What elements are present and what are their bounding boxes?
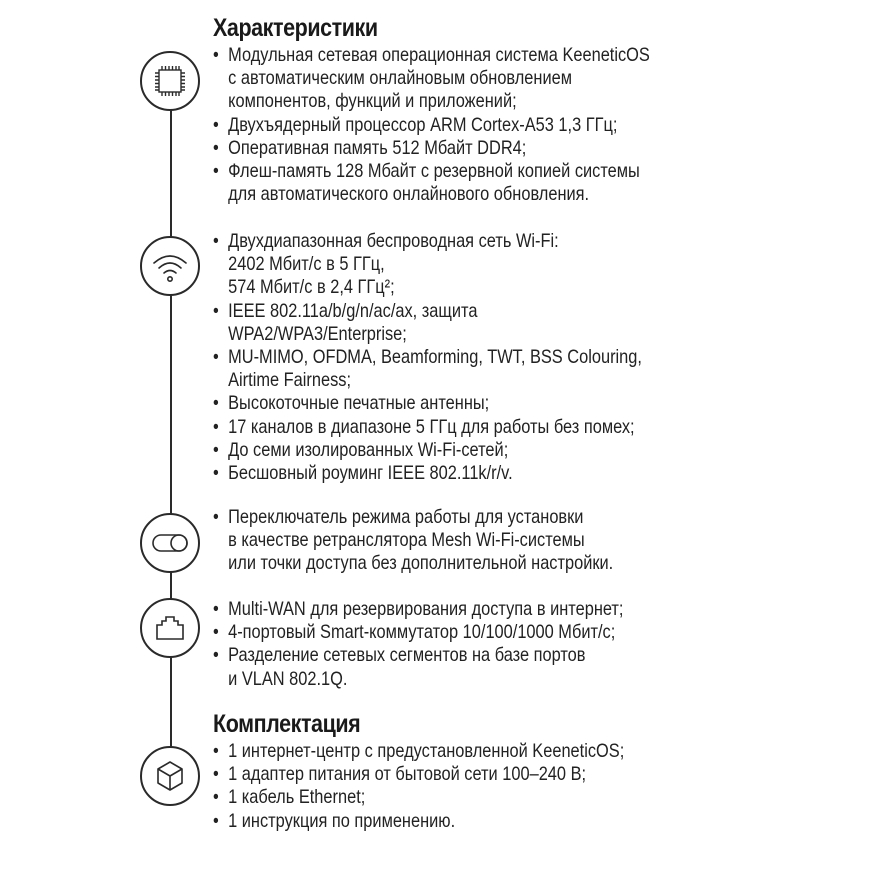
list-item (213, 44, 650, 114)
bullet: • (213, 160, 219, 183)
list-item (213, 230, 642, 300)
bullet: • (213, 462, 219, 485)
item-text: 2402 Мбит/с в 5 ГГц, (228, 253, 385, 276)
item-text: Высокоточные печатные антенны; (228, 392, 490, 415)
list-item (213, 740, 624, 763)
item-text: 4-портовый Smart-коммутатор 10/100/1000 Мбит/с; (228, 621, 616, 644)
list-item (213, 621, 623, 644)
item-text: или точки доступа без дополнительной настройки. (228, 552, 614, 575)
item-text: Оперативная память 512 Мбайт DDR4; (228, 136, 527, 159)
item-text: Бесшовный роуминг IEEE 802.11k/r/v. (228, 462, 513, 485)
item-text: 1 инструкция по применению. (228, 809, 456, 832)
item-text: Двухдиапазонная беспроводная сеть Wi-Fi: (228, 230, 559, 252)
bullet: • (213, 809, 219, 832)
item-text: До семи изолированных Wi-Fi-сетей; (228, 438, 509, 461)
chip-icon (140, 51, 200, 111)
section-title-package: Комплектация (213, 710, 361, 738)
list-item (213, 114, 650, 137)
item-text: Модульная сетевая операционная система KeeneticOS (228, 44, 650, 66)
bullet: • (213, 763, 219, 786)
bullet: • (213, 506, 219, 528)
bullet: • (213, 230, 219, 252)
item-text: Флеш-память 128 Мбайт с резервной копией системы (228, 160, 640, 183)
list-item (213, 439, 642, 462)
list-item (213, 462, 642, 485)
item-text: Двухъядерный процессор ARM Cortex-A53 1,3 ГГц; (228, 113, 618, 136)
item-text: MU-MIMO, OFDMA, Beamforming, TWT, BSS Colouring, (228, 346, 642, 369)
bullet: • (213, 113, 219, 136)
bullet: • (213, 644, 219, 667)
list-item (213, 506, 613, 576)
bullet: • (213, 415, 219, 438)
item-text: Multi-WAN для резервирования доступа в интернет; (228, 598, 624, 620)
bullet: • (213, 44, 219, 66)
ethernet-port-icon (140, 598, 200, 658)
list-item (213, 416, 642, 439)
specs-group-wifi (213, 230, 642, 485)
package-contents (213, 740, 624, 833)
bullet: • (213, 136, 219, 159)
section-title-specs: Характеристики (213, 14, 378, 42)
list-item (213, 137, 650, 160)
bullet: • (213, 299, 219, 322)
item-text: Разделение сетевых сегментов на базе портов (228, 644, 586, 667)
list-item (213, 300, 642, 346)
list-item (213, 644, 623, 690)
item-text: Переключатель режима работы для установки (228, 506, 584, 528)
item-text: WPA2/WPA3/Enterprise; (228, 322, 407, 345)
toggle-switch-icon (140, 513, 200, 573)
item-text: 1 адаптер питания от бытовой сети 100–240 В; (228, 763, 587, 786)
item-text: компонентов, функций и приложений; (228, 90, 517, 113)
list-item (213, 598, 623, 621)
bullet: • (213, 786, 219, 809)
list-item (213, 392, 642, 415)
item-text: IEEE 802.11a/b/g/n/ac/ax, защита (228, 299, 478, 322)
list-item (213, 160, 650, 206)
item-text: с автоматическим онлайновым обновлением (228, 67, 572, 90)
item-text: 1 кабель Ethernet; (228, 786, 366, 809)
specs-group-ports (213, 598, 623, 691)
bullet: • (213, 438, 219, 461)
item-text: и VLAN 802.1Q. (228, 667, 348, 690)
item-text: 574 Мбит/с в 2,4 ГГц²; (228, 276, 395, 299)
item-text: 1 интернет-центр с предустановленной KeeneticOS; (228, 740, 625, 762)
specs-group-mode-switch (213, 506, 613, 576)
item-text: Airtime Fairness; (228, 369, 351, 392)
item-text: в качестве ретранслятора Mesh Wi-Fi-системы (228, 529, 585, 552)
list-item (213, 346, 642, 392)
bullet: • (213, 392, 219, 415)
item-text: 17 каналов в диапазоне 5 ГГц для работы без помех; (228, 415, 635, 438)
bullet: • (213, 598, 219, 620)
wifi-icon (140, 236, 200, 296)
box-icon (140, 746, 200, 806)
list-item (213, 810, 624, 833)
list-item (213, 786, 624, 809)
item-text: для автоматического онлайнового обновления. (228, 183, 590, 206)
bullet: • (213, 346, 219, 369)
specs-group-system (213, 44, 650, 206)
bullet: • (213, 621, 219, 644)
list-item (213, 763, 624, 786)
bullet: • (213, 740, 219, 762)
